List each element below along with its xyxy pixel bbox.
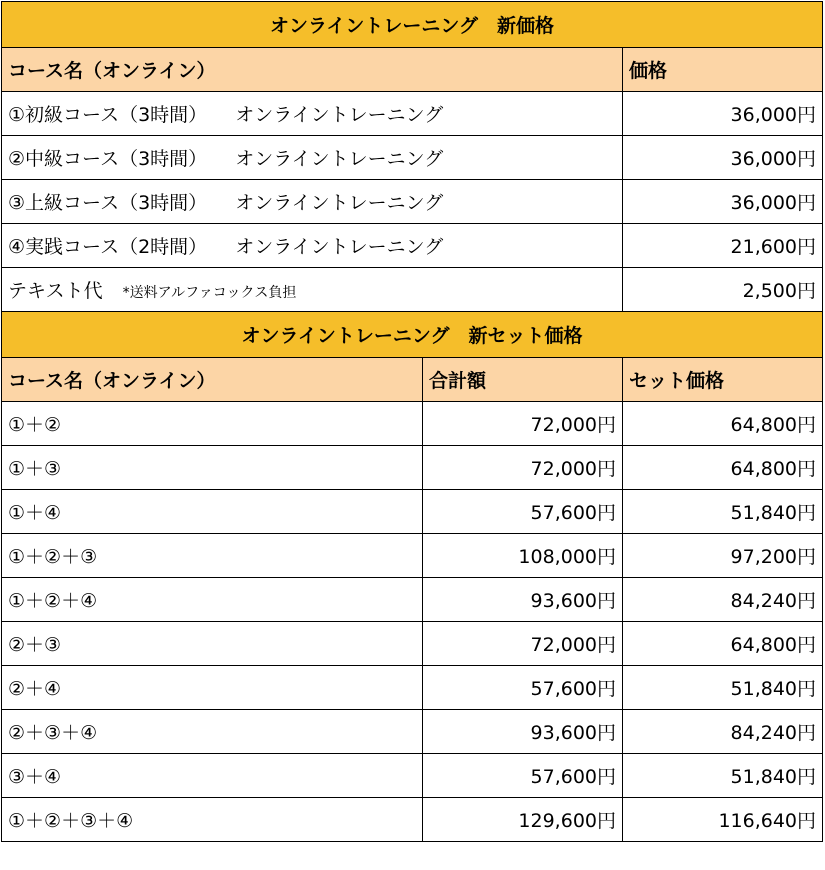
combo-name: ②＋③ — [2, 621, 423, 665]
table-row — [2, 577, 823, 621]
combo-name: ①＋③ — [2, 445, 423, 489]
combo-set-price: 64,800円 — [623, 401, 823, 445]
table-row — [2, 180, 823, 224]
combo-set-price: 51,840円 — [623, 665, 823, 709]
course-name: ②中級コース（3時間） — [8, 148, 208, 170]
combo-name: ②＋③＋④ — [2, 709, 423, 753]
combo-set-price: 84,240円 — [623, 709, 823, 753]
new-price-table — [1, 1, 823, 312]
combo-name: ①＋②＋④ — [2, 577, 423, 621]
shipping-note: *送料アルファコックス負担 — [122, 285, 297, 301]
text-fee-cell — [2, 268, 623, 312]
course-price: 36,000円 — [623, 92, 823, 136]
combo-set-price: 97,200円 — [623, 533, 823, 577]
table-row — [2, 533, 823, 577]
combo-name: ①＋② — [2, 401, 423, 445]
course-name: ④実践コース（2時間） — [8, 236, 208, 258]
text-fee-price: 2,500円 — [623, 268, 823, 312]
table-row — [2, 92, 823, 136]
course-name-header: コース名（オンライン） — [2, 48, 623, 92]
table-row — [2, 753, 823, 797]
set-price-header: セット価格 — [623, 357, 823, 401]
course-name-cell — [2, 180, 623, 224]
table-row — [2, 709, 823, 753]
set-price-table — [1, 311, 823, 842]
table-row — [2, 621, 823, 665]
course-price: 36,000円 — [623, 180, 823, 224]
table-row — [2, 489, 823, 533]
table-row — [2, 268, 823, 312]
combo-set-price: 51,840円 — [623, 489, 823, 533]
combo-name: ①＋②＋③＋④ — [2, 797, 423, 841]
combo-total: 129,600円 — [423, 797, 623, 841]
table-row — [2, 445, 823, 489]
combo-total: 72,000円 — [423, 621, 623, 665]
course-type: オンライントレーニング — [235, 148, 444, 170]
combo-set-price: 51,840円 — [623, 753, 823, 797]
combo-total: 93,600円 — [423, 709, 623, 753]
course-name: ③上級コース（3時間） — [8, 192, 208, 214]
combo-name: ①＋④ — [2, 489, 423, 533]
course-price: 21,600円 — [623, 224, 823, 268]
course-name-cell — [2, 136, 623, 180]
combo-total: 108,000円 — [423, 533, 623, 577]
course-price: 36,000円 — [623, 136, 823, 180]
combo-total: 93,600円 — [423, 577, 623, 621]
total-header: 合計額 — [423, 357, 623, 401]
set-price-title: オンライントレーニング 新セット価格 — [2, 311, 823, 357]
combo-total: 57,600円 — [423, 753, 623, 797]
combo-set-price: 64,800円 — [623, 621, 823, 665]
combo-set-price: 84,240円 — [623, 577, 823, 621]
combo-name: ①＋②＋③ — [2, 533, 423, 577]
combo-set-price: 116,640円 — [623, 797, 823, 841]
combo-name: ③＋④ — [2, 753, 423, 797]
combo-set-price: 64,800円 — [623, 445, 823, 489]
table-row — [2, 136, 823, 180]
course-type: オンライントレーニング — [235, 192, 444, 214]
price-header: 価格 — [623, 48, 823, 92]
table-row — [2, 665, 823, 709]
course-type: オンライントレーニング — [235, 104, 444, 126]
course-name: ①初級コース（3時間） — [8, 104, 208, 126]
course-type: オンライントレーニング — [235, 236, 444, 258]
combo-total: 72,000円 — [423, 401, 623, 445]
combo-total: 57,600円 — [423, 665, 623, 709]
course-name-header: コース名（オンライン） — [2, 357, 423, 401]
table-row — [2, 224, 823, 268]
text-fee-label: テキスト代 — [8, 280, 103, 302]
price-document — [1, 1, 822, 842]
course-name-cell — [2, 224, 623, 268]
new-price-title: オンライントレーニング 新価格 — [2, 2, 823, 48]
combo-total: 57,600円 — [423, 489, 623, 533]
combo-total: 72,000円 — [423, 445, 623, 489]
course-name-cell — [2, 92, 623, 136]
combo-name: ②＋④ — [2, 665, 423, 709]
table-row — [2, 797, 823, 841]
table-row — [2, 401, 823, 445]
